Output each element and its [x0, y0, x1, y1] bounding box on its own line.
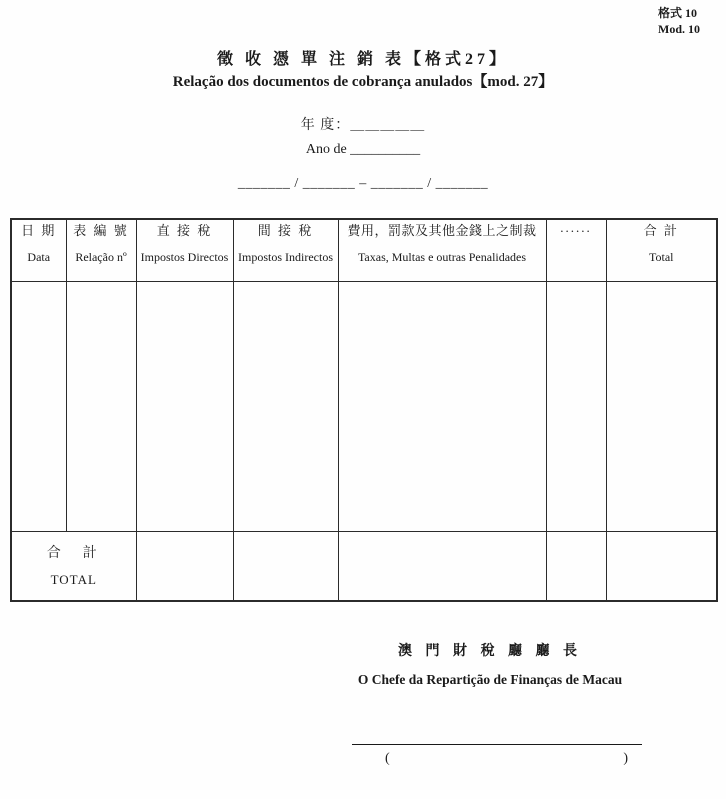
- body-cell-relation-no: [66, 281, 136, 531]
- col-header-others-dots: ......: [560, 220, 592, 235]
- col-header-direct-taxes-zh: 直 接 稅: [156, 223, 213, 238]
- col-header-date-zh: 日 期: [21, 223, 57, 238]
- body-cell-date: [11, 281, 66, 531]
- col-header-relation-no-pt: Relação nº: [75, 250, 127, 264]
- year-label-pt: Ano de: [305, 142, 347, 157]
- year-line-pt: [0, 142, 726, 158]
- period-line: _______ / _______ – _______ / _______: [237, 176, 489, 191]
- header-row: [11, 219, 717, 281]
- total-label-pt: TOTAL: [50, 571, 97, 587]
- col-header-fees-penalties: [338, 219, 546, 281]
- total-cell-others: [546, 531, 606, 601]
- year-label-zh: 年 度：: [300, 118, 351, 133]
- body-cell-direct-taxes: [136, 281, 233, 531]
- total-label-zh: 合 計: [46, 545, 101, 561]
- body-cell-others: [546, 281, 606, 531]
- total-cell-total: [606, 531, 717, 601]
- page-title-pt: Relação dos documentos de cobrança anulados【mod. 27】: [172, 74, 554, 90]
- total-cell-indirect-taxes: [233, 531, 338, 601]
- signature-line: [352, 744, 642, 774]
- col-header-direct-taxes-pt: Impostos Directos: [140, 250, 229, 264]
- col-header-date-pt: Data: [27, 250, 51, 264]
- body-cell-fees-penalties: [338, 281, 546, 531]
- signature-paren-close: ): [623, 751, 628, 766]
- body-cell-total: [606, 281, 717, 531]
- total-cell-direct-taxes: [136, 531, 233, 601]
- signature-title-zh: 澳 門 財 稅 廳 廳 長: [398, 644, 582, 659]
- total-cell-fees-penalties: [338, 531, 546, 601]
- year-line-zh: [0, 114, 726, 134]
- signature-block: [260, 640, 720, 688]
- col-header-total-pt: Total: [649, 250, 674, 264]
- col-header-fees-penalties-zh: 費用，罰款及其他金錢上之制裁: [347, 223, 537, 238]
- signature-paren-open: (: [385, 751, 390, 766]
- col-header-relation-no: [66, 219, 136, 281]
- year-blank-zh: ＿＿＿＿＿: [350, 118, 426, 133]
- year-blank-pt: __________: [350, 142, 421, 157]
- col-header-fees-penalties-pt: Taxas, Multas e outras Penalidades: [357, 250, 527, 264]
- col-header-indirect-taxes: [233, 219, 338, 281]
- col-header-others: [546, 219, 606, 281]
- form-code: [658, 6, 700, 37]
- col-header-date: [11, 219, 66, 281]
- form-code-pt: Mod. 10: [658, 21, 700, 36]
- col-header-total-zh: 合 計: [643, 223, 679, 238]
- col-header-indirect-taxes-pt: Impostos Indirectos: [238, 250, 333, 264]
- cancelled-documents-table: [10, 218, 718, 602]
- total-row: [11, 531, 717, 601]
- page-title-zh: 徵 收 憑 單 注 銷 表【格式27】: [216, 51, 509, 68]
- signature-title-pt: O Chefe da Repartição de Finanças de Macau: [357, 672, 623, 687]
- table-body-row: [11, 281, 717, 531]
- total-row-label: [11, 531, 136, 601]
- body-cell-indirect-taxes: [233, 281, 338, 531]
- col-header-total: [606, 219, 717, 281]
- col-header-indirect-taxes-zh: 間 接 稅: [257, 223, 314, 238]
- col-header-direct-taxes: [136, 219, 233, 281]
- col-header-relation-no-zh: 表 編 號: [73, 223, 129, 238]
- form-code-zh: 格式 10: [658, 6, 698, 20]
